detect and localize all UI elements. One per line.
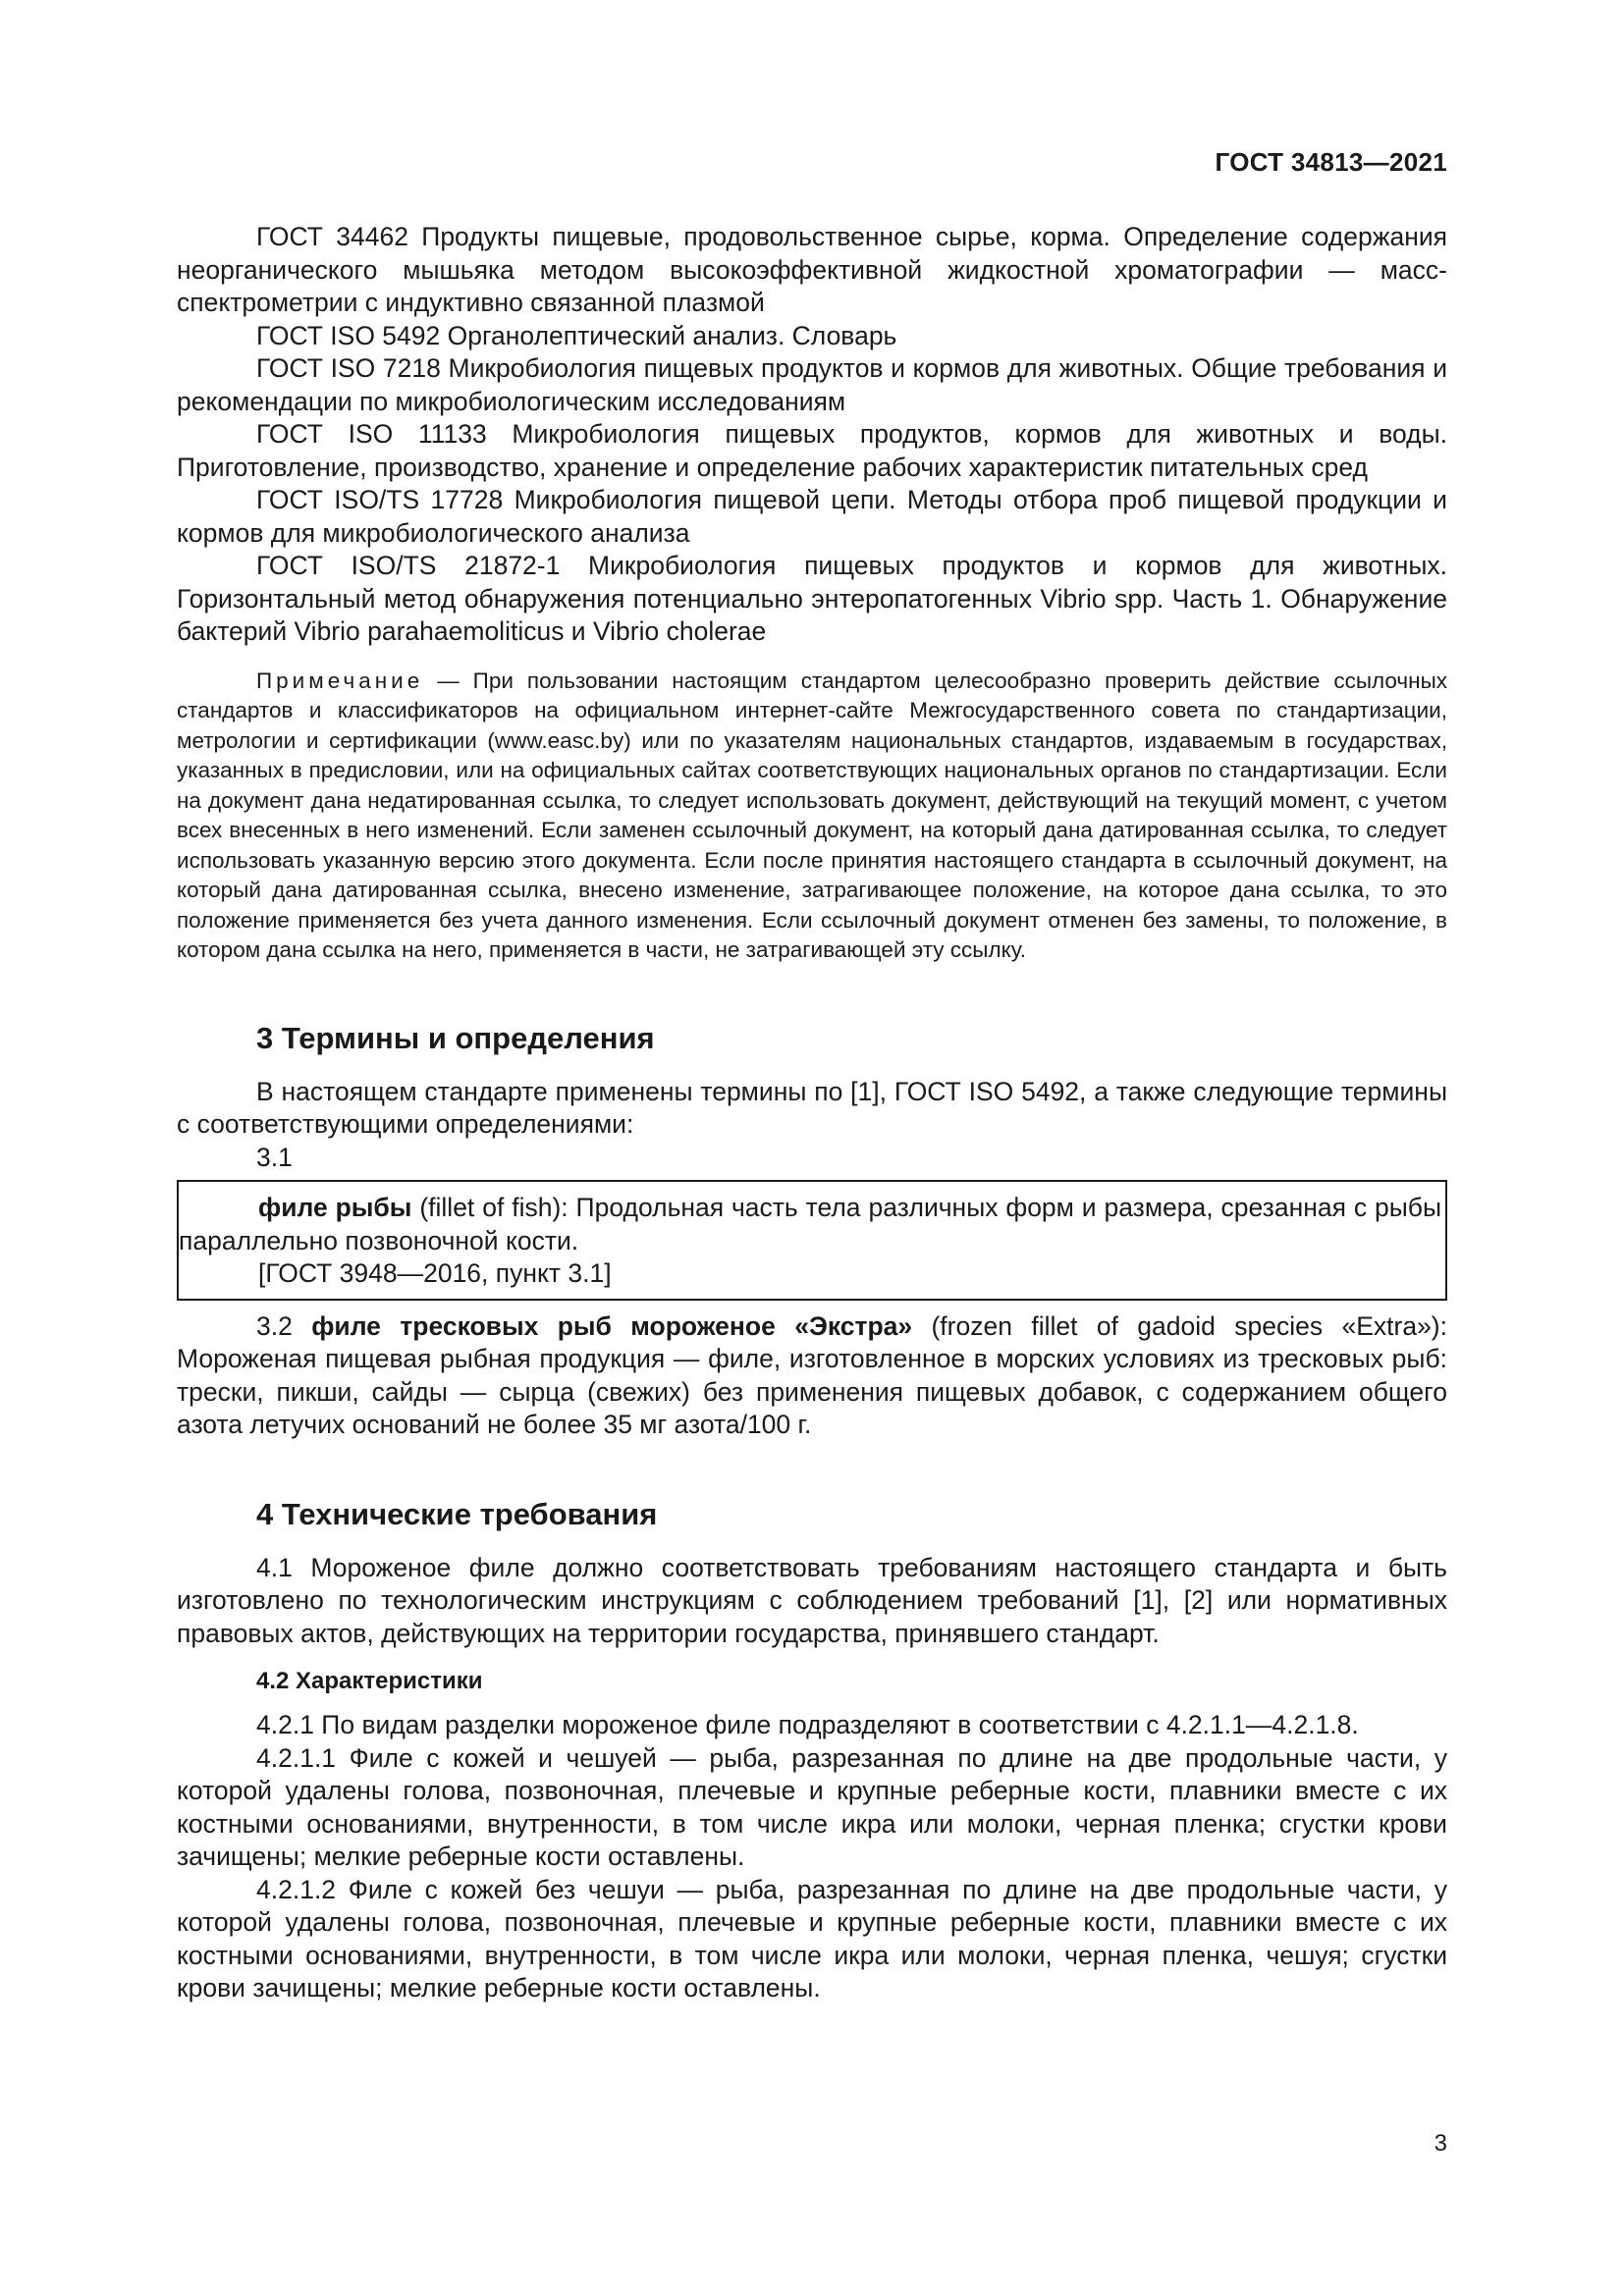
term-3-2-name: филе тресковых рыб мороженое «Экстра» (311, 1310, 913, 1341)
term-3-2 (177, 1310, 1447, 1442)
section-4-title: 4 Технические требования (256, 1496, 658, 1531)
section-3-title: 3 Термины и определения (256, 1020, 655, 1055)
reference-item: ГОСТ 34462 Продукты пищевые, продовольственное сырье, корма. Определение содержания неорганического мышьяка методом высокоэффективной жидкостной хроматографии — масс-спектрометрии с индуктивно связанной плазмой (177, 222, 1447, 317)
subsection-4-2-title: 4.2 Характеристики (256, 1668, 483, 1694)
reference-item: ГОСТ ISO 5492 Органолептический анализ. Словарь (256, 320, 897, 350)
term-3-1-source: [ГОСТ 3948—2016, пункт 3.1] (258, 1258, 612, 1288)
reference-item: ГОСТ ISO 7218 Микробиология пищевых продуктов и кормов для животных. Общие требования и рекомендации по микробиологическим исследованиям (177, 353, 1447, 416)
document-code: ГОСТ 34813—2021 (1215, 147, 1447, 177)
reference-item: ГОСТ ISO/TS 17728 Микробиология пищевой цепи. Методы отбора проб пищевой продукции и кормов для микробиологического анализа (177, 485, 1447, 548)
paragraph-4-2-1-1: 4.2.1.1 Филе с кожей и чешуей — рыба, разрезанная по длине на две продольные части, у которой удалены голова, позвоночная, плечевые и крупные реберные кости, плавники вместе с их костными основаниями, внутренности, в том числе икра или молоки, черная пленка; сгустки крови зачищены; мелкие реберные кости оставлены. (177, 1742, 1447, 1871)
reference-item: ГОСТ ISO 11133 Микробиология пищевых продуктов, кормов для животных и воды. Приготовление, производство, хранение и определение рабочих характеристик питательных сред (177, 419, 1447, 482)
term-3-1-name: филе рыбы (258, 1193, 412, 1222)
term-3-1-definition (179, 1192, 1445, 1257)
paragraph-4-1: 4.1 Мороженое филе должно соответствовать требованиям настоящего стандарта и быть изготовлено по технологическим инструкциям с соблюдением требований [1], [2] или нормативных правовых актов, действующих на территории государства, принявшего стандарт. (177, 1552, 1447, 1648)
note-label: Примечание (256, 667, 424, 693)
note-dash: — (423, 667, 473, 693)
page-content (177, 221, 1447, 2005)
note-paragraph (177, 667, 1447, 966)
term-3-2-number: 3.2 (256, 1310, 312, 1341)
term-3-1-number: 3.1 (256, 1142, 293, 1172)
term-3-1-box (177, 1180, 1447, 1301)
section-3-intro: В настоящем стандарте применены термины по [1], ГОСТ ISO 5492, а также следующие термины с соответствующими определениями: (177, 1076, 1447, 1139)
page-number: 3 (1434, 2130, 1447, 2157)
paragraph-4-2-1-2: 4.2.1.2 Филе с кожей без чешуи — рыба, разрезанная по длине на две продольные части, у которой удалены голова, позвоночная, плечевые и крупные реберные кости, плавники вместе с их костными основаниями, внутренности, в том числе икра или молоки, черная пленка, чешуя; сгустки крови зачищены; мелкие реберные кости оставлены. (177, 1874, 1447, 2002)
reference-item: ГОСТ ISO/TS 21872-1 Микробиология пищевых продуктов и кормов для животных. Горизонтальный метод обнаружения потенциально энтеропатогенных Vibrio spp. Часть 1. Обнаружение бактерий Vibrio parahaemoliticus и Vibrio cholerae (177, 551, 1447, 646)
term-3-1-text: (fillet of fish): Продольная часть тела различных форм и размера, срезанная с рыбы параллельно позвоночной кости. (179, 1193, 1442, 1255)
term-3-2-text: (frozen fillet of gadoid species «Extra»): Мороженая пищевая рыбная продукция — филе, изготовленное в морских условиях из тресковых рыб: трески, пикши, сайды — сырца (свежих) без применения пищевых добавок, с содержанием общего азота летучих оснований не более 35 мг азота/100 г. (177, 1310, 1447, 1439)
note-text: При пользовании настоящим стандартом целесообразно проверить действие ссылочных стандартов и классификаторов на официальном интернет-сайте Межгосударственного совета по стандартизации, метрологии и сертификации (www.easc.by) или по указателям национальных стандартов, издаваемым в государствах, указанных в предисловии, или на официальных сайтах соответствующих национальных органов по стандартизации. Если на документ дана недатированная ссылка, то следует использовать документ, действующий на текущий момент, с учетом всех внесенных в него изменений. Если заменен ссылочный документ, на который дана датированная ссылка, то следует использовать указанную версию этого документа. Если после принятия настоящего стандарта в ссылочный документ, на который дана датированная ссылка, внесено изменение, затрагивающее положение, на которое дана ссылка, то это положение применяется без учета данного изменения. Если ссылочный документ отменен без замены, то положение, в котором дана ссылка на него, применяется в части, не затрагивающей эту ссылку. (177, 667, 1447, 962)
paragraph-4-2-1: 4.2.1 По видам разделки мороженое филе подразделяют в соответствии с 4.2.1.1—4.2.1.8. (256, 1710, 1359, 1739)
